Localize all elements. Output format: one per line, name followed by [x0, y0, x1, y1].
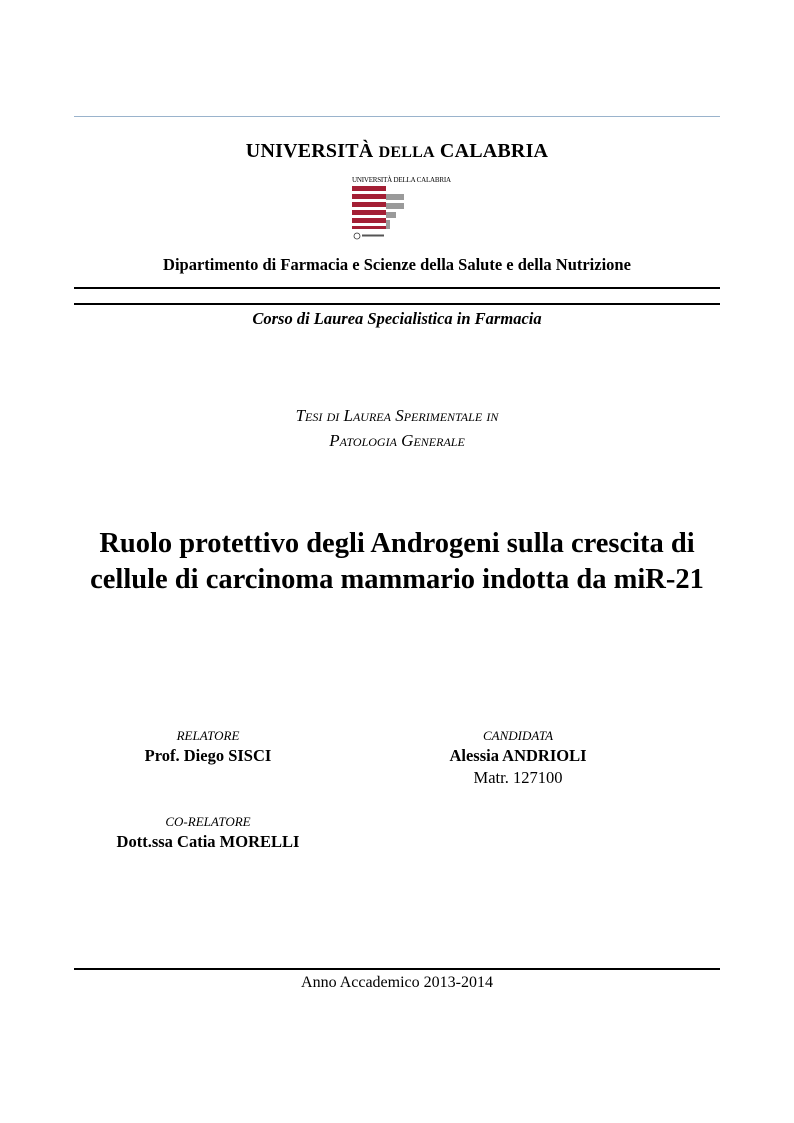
thesis-title-line-1: Ruolo protettivo degli Androgeni sulla crescita di: [99, 528, 695, 559]
academic-year: Anno Accademico 2013-2014: [301, 974, 493, 991]
university-logo: [352, 176, 451, 242]
top-divider: [74, 116, 720, 117]
candidate-matricola: Matr. 127100: [473, 768, 563, 787]
logo-label: UNIVERSITÀ DELLA CALABRIA: [352, 176, 451, 184]
university-name-small: DELLA: [378, 144, 435, 161]
co-supervisor-name: Dott.ssa Catia MORELLI: [116, 832, 300, 851]
university-name-suffix: CALABRIA: [439, 140, 549, 162]
bottom-divider: [74, 968, 720, 970]
divider-thick-2: [74, 303, 720, 305]
divider-thick-1: [74, 287, 720, 289]
course-name: Corso di Laurea Specialistica in Farmacia: [252, 309, 542, 328]
thesis-title-line-2: cellule di carcinoma mammario indotta da miR-21: [90, 564, 704, 595]
thesis-subject: Patologia Generale: [329, 431, 465, 450]
supervisor-name: Prof. Diego SISCI: [144, 746, 272, 765]
department-name: Dipartimento di Farmacia e Scienze della Salute e della Nutrizione: [163, 255, 631, 274]
co-supervisor-label: CO-RELATORE: [165, 814, 251, 829]
candidate-name: Alessia ANDRIOLI: [449, 746, 587, 765]
logo-emblem-icon: [352, 176, 442, 242]
university-name-prefix: UNIVERSITÀ: [245, 140, 374, 162]
university-name: [0, 140, 794, 163]
thesis-type: Tesi di Laurea Sperimentale in: [295, 406, 499, 425]
supervisor-label: RELATORE: [176, 728, 240, 743]
candidate-label: CANDIDATA: [482, 728, 554, 743]
